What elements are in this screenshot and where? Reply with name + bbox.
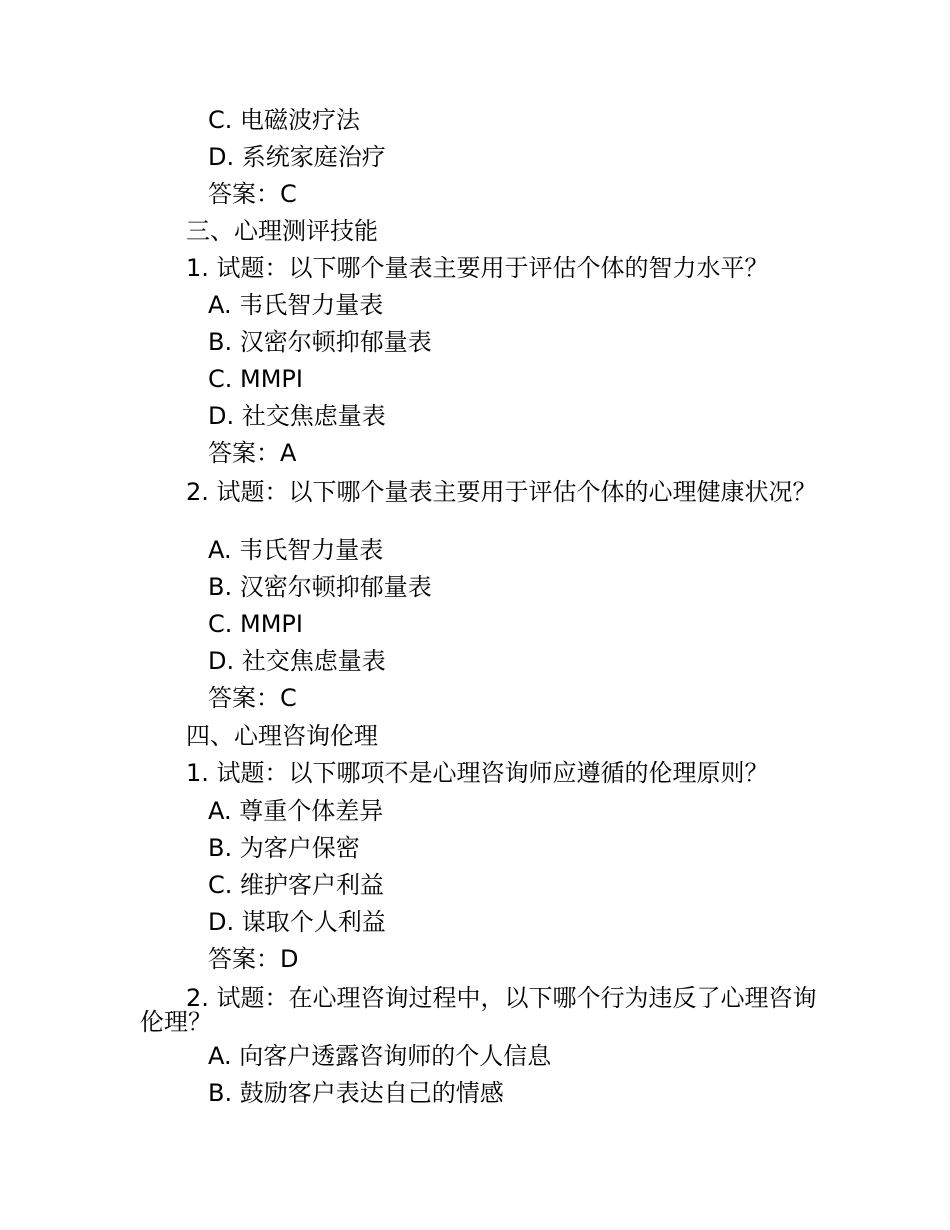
option-b: B. 为客户保密 bbox=[208, 834, 360, 862]
option-b: B. 鼓励客户表达自己的情感 bbox=[208, 1079, 504, 1107]
option-a: A. 尊重个体差异 bbox=[208, 797, 384, 825]
option-a: A. 韦氏智力量表 bbox=[208, 291, 384, 319]
section-heading: 四、心理咨询伦理 bbox=[186, 722, 378, 750]
question-line: 2. 试题：以下哪个量表主要用于评估个体的心理健康状况？ bbox=[186, 478, 817, 506]
option-c: C. MMPI bbox=[208, 610, 303, 638]
option-d: D. 社交焦虑量表 bbox=[208, 402, 386, 430]
option-c: C. MMPI bbox=[208, 365, 303, 393]
question-line: 2. 试题：在心理咨询过程中，以下哪个行为违反了心理咨询伦理？ bbox=[140, 984, 817, 1036]
answer-line: 答案：C bbox=[208, 180, 297, 208]
option-c: C. 维护客户利益 bbox=[208, 871, 385, 899]
option-a: A. 向客户透露咨询师的个人信息 bbox=[208, 1042, 552, 1070]
answer-line: 答案：C bbox=[208, 684, 297, 712]
question-line: 1. 试题：以下哪个量表主要用于评估个体的智力水平？ bbox=[186, 254, 769, 282]
option-c: C. 电磁波疗法 bbox=[208, 106, 361, 134]
option-b: B. 汉密尔顿抑郁量表 bbox=[208, 573, 432, 601]
answer-line: 答案：A bbox=[208, 439, 297, 467]
option-d: D. 谋取个人利益 bbox=[208, 908, 386, 936]
option-a: A. 韦氏智力量表 bbox=[208, 536, 384, 564]
option-d: D. 系统家庭治疗 bbox=[208, 143, 386, 171]
option-b: B. 汉密尔顿抑郁量表 bbox=[208, 328, 432, 356]
question-line: 1. 试题：以下哪项不是心理咨询师应遵循的伦理原则？ bbox=[186, 759, 769, 787]
option-d: D. 社交焦虑量表 bbox=[208, 647, 386, 675]
section-heading: 三、心理测评技能 bbox=[186, 217, 378, 245]
answer-line: 答案：D bbox=[208, 945, 299, 973]
